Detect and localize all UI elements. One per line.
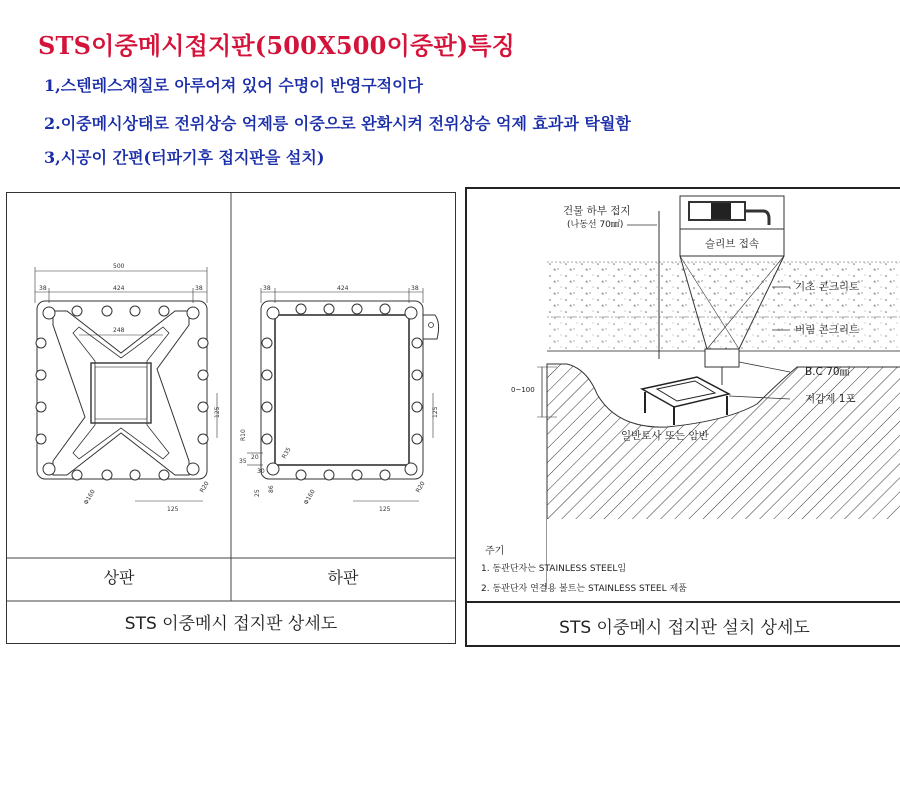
feature-2: 2.이중메시상태로 전위상승 억제릉 이중으로 완화시켜 전위상승 억제 효과과 탁월함	[44, 114, 631, 133]
dim-38b: 38	[195, 285, 203, 292]
feature-1: 1,스텐레스재질로 아루어져 있어 수명이 반영구적이다	[44, 76, 424, 95]
dim-38: 38	[39, 285, 47, 292]
notes-title: 주기	[485, 546, 505, 557]
dim-424: 424	[113, 285, 125, 292]
detail-drawing-panel	[6, 192, 456, 644]
dim-500: 500	[113, 263, 125, 270]
lower-plate-label: 하판	[327, 568, 359, 587]
install-drawing	[467, 189, 900, 645]
lower-dim-125-v: 125	[432, 406, 439, 418]
lower-dim-25: 25	[254, 489, 261, 497]
lower-dim-20: 20	[251, 454, 259, 461]
lean-concrete-label: 버림 콘크리트	[795, 324, 860, 336]
lower-dim-86: 86	[268, 485, 275, 493]
lower-dim-125-h: 125	[379, 506, 391, 513]
reducer-label: 저감제 1포	[805, 393, 856, 405]
lower-dim-38b: 38	[411, 285, 419, 292]
install-drawing-caption: STS 이중메시 접지판 설치 상세도	[559, 618, 810, 638]
note-1: 1. 동관단자는 STAINLESS STEEL임	[481, 564, 627, 574]
note-2: 2. 동관단자 연결용 볼트는 STAINLESS STEEL 제품	[481, 584, 687, 594]
lower-dim-38: 38	[263, 285, 271, 292]
foundation-label: 기초 콘크리트	[795, 281, 860, 293]
ground-wire-sub-label: (나동선 70㎟)	[567, 220, 624, 230]
lower-dim-424: 424	[337, 285, 349, 292]
soil-label: 일반토사 또는 암반	[621, 430, 709, 442]
bc-label: B.C 70㎟	[805, 366, 851, 378]
dim-125-h: 125	[167, 506, 179, 513]
lower-dim-30: 30	[257, 468, 265, 475]
lower-dim-r10: R10	[240, 429, 247, 441]
dim-125-v: 125	[214, 406, 221, 418]
feature-3: 3,시공이 간편(터파기후 접지판을 설치)	[44, 148, 325, 167]
dim-r20: R20	[198, 480, 211, 494]
lower-dim-r20: R20	[414, 480, 427, 494]
lower-dim-35: 35	[239, 458, 247, 465]
detail-drawing-caption: STS 이중메시 접지판 상세도	[124, 614, 338, 634]
ground-wire-label: 건물 하부 접지	[563, 205, 631, 217]
depth-label: 0~100	[511, 386, 535, 394]
lower-dim-hole: Φ160	[302, 488, 317, 506]
lower-dim-r35: R35	[280, 446, 293, 460]
page-title: STS이중메시접지판(500X500이중판)특징	[38, 31, 516, 60]
dim-hole: Φ160	[82, 488, 97, 506]
sleeve-label: 슬리브 접속	[705, 238, 760, 250]
install-drawing-panel	[465, 187, 900, 647]
upper-plate-label: 상판	[103, 568, 135, 587]
dim-248: 248	[113, 327, 125, 334]
